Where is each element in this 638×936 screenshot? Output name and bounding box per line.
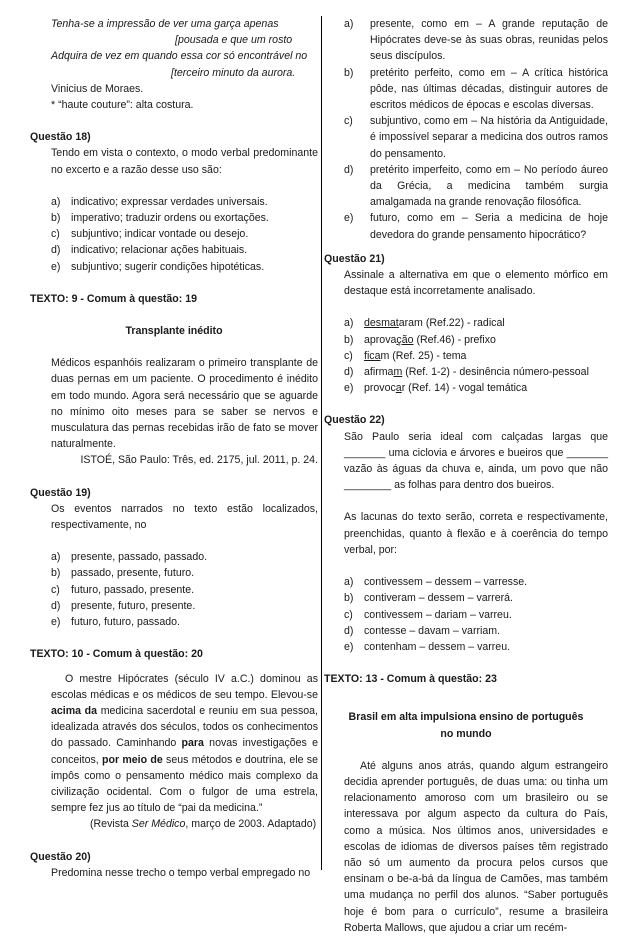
right-column bbox=[324, 16, 608, 936]
question-22-title: Questão 22) bbox=[324, 414, 385, 427]
option-b[interactable]: b) aprovação (Ref.46) - prefixo bbox=[344, 333, 496, 346]
poem-line: [pousada e que um rosto bbox=[175, 34, 293, 47]
option-d[interactable]: d) pretérito imperfeito, como em – No período áureo da Grécia, a medicina também surgia amalgamada na grande renovação filosófica. bbox=[344, 163, 608, 209]
question-20-stem: Predomina nesse trecho o tempo verbal empregado no bbox=[51, 866, 311, 879]
option-b[interactable]: b) contiveram – dessem – varrerá. bbox=[344, 592, 513, 605]
option-a[interactable]: a) presente, como em – A grande reputação de Hipócrates deve-se às suas obras, reunidas pelos seus discípulos. bbox=[344, 18, 608, 63]
option-c[interactable]: c) subjuntivo, como em – Na história da Antiguidade, é impossível separar a medicina dos outros ramos do pensamento. bbox=[344, 115, 608, 160]
option-e[interactable]: e) subjuntivo; sugerir condições hipotéticas. bbox=[51, 260, 265, 273]
option-b[interactable]: b) imperativo; traduzir ordens ou exortações. bbox=[51, 212, 269, 225]
question-18-stem: Tendo em vista o contexto, o modo verbal predominante no excerto e a razão desse uso são: bbox=[51, 147, 318, 176]
option-d[interactable]: d) presente, futuro, presente. bbox=[51, 599, 196, 612]
option-a[interactable]: a) indicativo; expressar verdades universais. bbox=[51, 195, 268, 208]
option-b[interactable]: b) passado, presente, futuro. bbox=[51, 567, 195, 580]
texto-13-heading: TEXTO: 13 - Comum à questão: 23 bbox=[324, 673, 497, 686]
texto-9-heading: TEXTO: 9 - Comum à questão: 19 bbox=[30, 292, 197, 305]
texto-10-heading: TEXTO: 10 - Comum à questão: 20 bbox=[30, 648, 203, 661]
texto-10-source: (Revista Ser Médico, março de 2003. Adaptado) bbox=[90, 818, 317, 831]
texto-13-body: Até alguns anos atrás, quando algum estrangeiro decidia aprender português, de duas uma: ou tinha um relacionamento amoroso com um brasileiro ou se interessava por algum aspecto da cultura do País, como a música. Nos últimos anos, universidades e escolas de idiomas de diversos países têm registrado não só um aumento da procura pelos cursos que ensinam o be-a-bá da língua de Camões, mas também uma mudança no perfil dos alunos. “Saber português hoje é bom para o currículo”, resume a brasileira Roberta Mallows, que ajudou a criar um recém- bbox=[344, 759, 608, 934]
option-a[interactable]: a) desmataram (Ref.22) - radical bbox=[344, 317, 505, 330]
question-21-stem: Assinale a alternativa em que o elemento mórfico em destaque está incorretamente analisado. bbox=[344, 269, 608, 298]
question-20-options bbox=[324, 16, 608, 243]
question-18-title: Questão 18) bbox=[30, 131, 91, 144]
poem-excerpt bbox=[30, 16, 318, 113]
question-22-options bbox=[324, 574, 608, 655]
option-d[interactable]: d) afirmam (Ref. 1-2) - desinência número-pessoal bbox=[344, 366, 589, 379]
poem-author: Vinicius de Moraes. bbox=[51, 82, 144, 95]
texto-9-title: Transplante inédito bbox=[125, 325, 223, 338]
option-e[interactable]: e) futuro, futuro, passado. bbox=[51, 616, 180, 629]
column-divider bbox=[321, 16, 322, 870]
texto-10-body: O mestre Hipócrates (século IV a.C.) dominou as escolas médicas e os médicos de seu tempo. Elevou-se acima da medicina sacerdotal e reuniu em sua pessoa, idealizada através dos séculos, todos os conhecimentos do passado. Caminhando para novas investigações e conceitos, por meio de seus métodos e doutrina, ele se impôs como o pensamento médico mais complexo da civilização ocidental. Com o fulgor de uma estrela, sempre fez jus ao título de “pai da medicina.” bbox=[51, 672, 318, 815]
option-a[interactable]: a) contivessem – dessem – varresse. bbox=[344, 576, 528, 589]
option-e[interactable]: e) contenham – dessem – varreu. bbox=[344, 640, 511, 653]
option-c[interactable]: c) futuro, passado, presente. bbox=[51, 583, 195, 596]
option-c[interactable]: c) contivessem – dariam – varreu. bbox=[344, 608, 512, 621]
option-e[interactable]: e) futuro, como em – Seria a medicina de hoje devedora do grande pensamento hipocrático? bbox=[344, 212, 608, 241]
option-d[interactable]: d) contesse – davam – varriam. bbox=[344, 624, 501, 637]
poem-note: * “haute couture”: alta costura. bbox=[51, 99, 194, 112]
texto-9-body: Médicos espanhóis realizaram o primeiro transplante de duas pernas em um paciente. O procedimento é inédito em todo mundo. Agora será necessário que se aguarde no mínimo oito meses para se saber se nervos e musculatura das pernas recebidas irão de fato se mover naturalmente. bbox=[51, 357, 318, 451]
question-18-options bbox=[30, 194, 318, 275]
poem-line: Adquira de vez em quando essa cor só encontrável no bbox=[51, 50, 308, 63]
question-20-title: Questão 20) bbox=[30, 850, 91, 863]
question-22-stem: São Paulo seria ideal com calçadas largas que _______ uma ciclovia e árvores e bueiros que _______ vazão às águas da chuva e, ainda, um povo que não ________ as folhas para dentro dos bueiros. bbox=[344, 430, 608, 492]
option-b[interactable]: b) pretérito perfeito, como em – A crítica histórica pôde, nas últimas décadas, distinguir autores de escritos médicos de épocas e escolas diversas. bbox=[344, 66, 608, 112]
poem-line: Tenha-se a impressão de ver uma garça apenas bbox=[51, 18, 279, 30]
option-c[interactable]: c) ficam (Ref. 25) - tema bbox=[344, 349, 467, 362]
question-19-stem: Os eventos narrados no texto estão localizados, respectivamente, no bbox=[51, 502, 318, 532]
option-c[interactable]: c) subjuntivo; indicar vontade ou desejo. bbox=[51, 228, 249, 241]
poem-line: [terceiro minuto da aurora. bbox=[171, 66, 296, 79]
option-e[interactable]: e) provocar (Ref. 14) - vogal temática bbox=[344, 382, 528, 395]
left-column bbox=[30, 16, 318, 881]
question-19-title: Questão 19) bbox=[30, 486, 91, 499]
question-19-options bbox=[30, 549, 318, 630]
option-a[interactable]: a) presente, passado, passado. bbox=[51, 551, 208, 564]
question-21-options bbox=[324, 315, 608, 396]
texto-9-source: ISTOÉ, São Paulo: Três, ed. 2175, jul. 2011, p. 24. bbox=[80, 454, 318, 467]
question-21-title: Questão 21) bbox=[324, 252, 385, 265]
question-22-instruction: As lacunas do texto serão, correta e respectivamente, preenchidas, quanto à flexão e à coerência do tempo verbal, por: bbox=[344, 511, 608, 556]
texto-13-title: Brasil em alta impulsiona ensino de português no mundo bbox=[348, 711, 584, 740]
option-d[interactable]: d) indicativo; relacionar ações habituais. bbox=[51, 244, 248, 257]
